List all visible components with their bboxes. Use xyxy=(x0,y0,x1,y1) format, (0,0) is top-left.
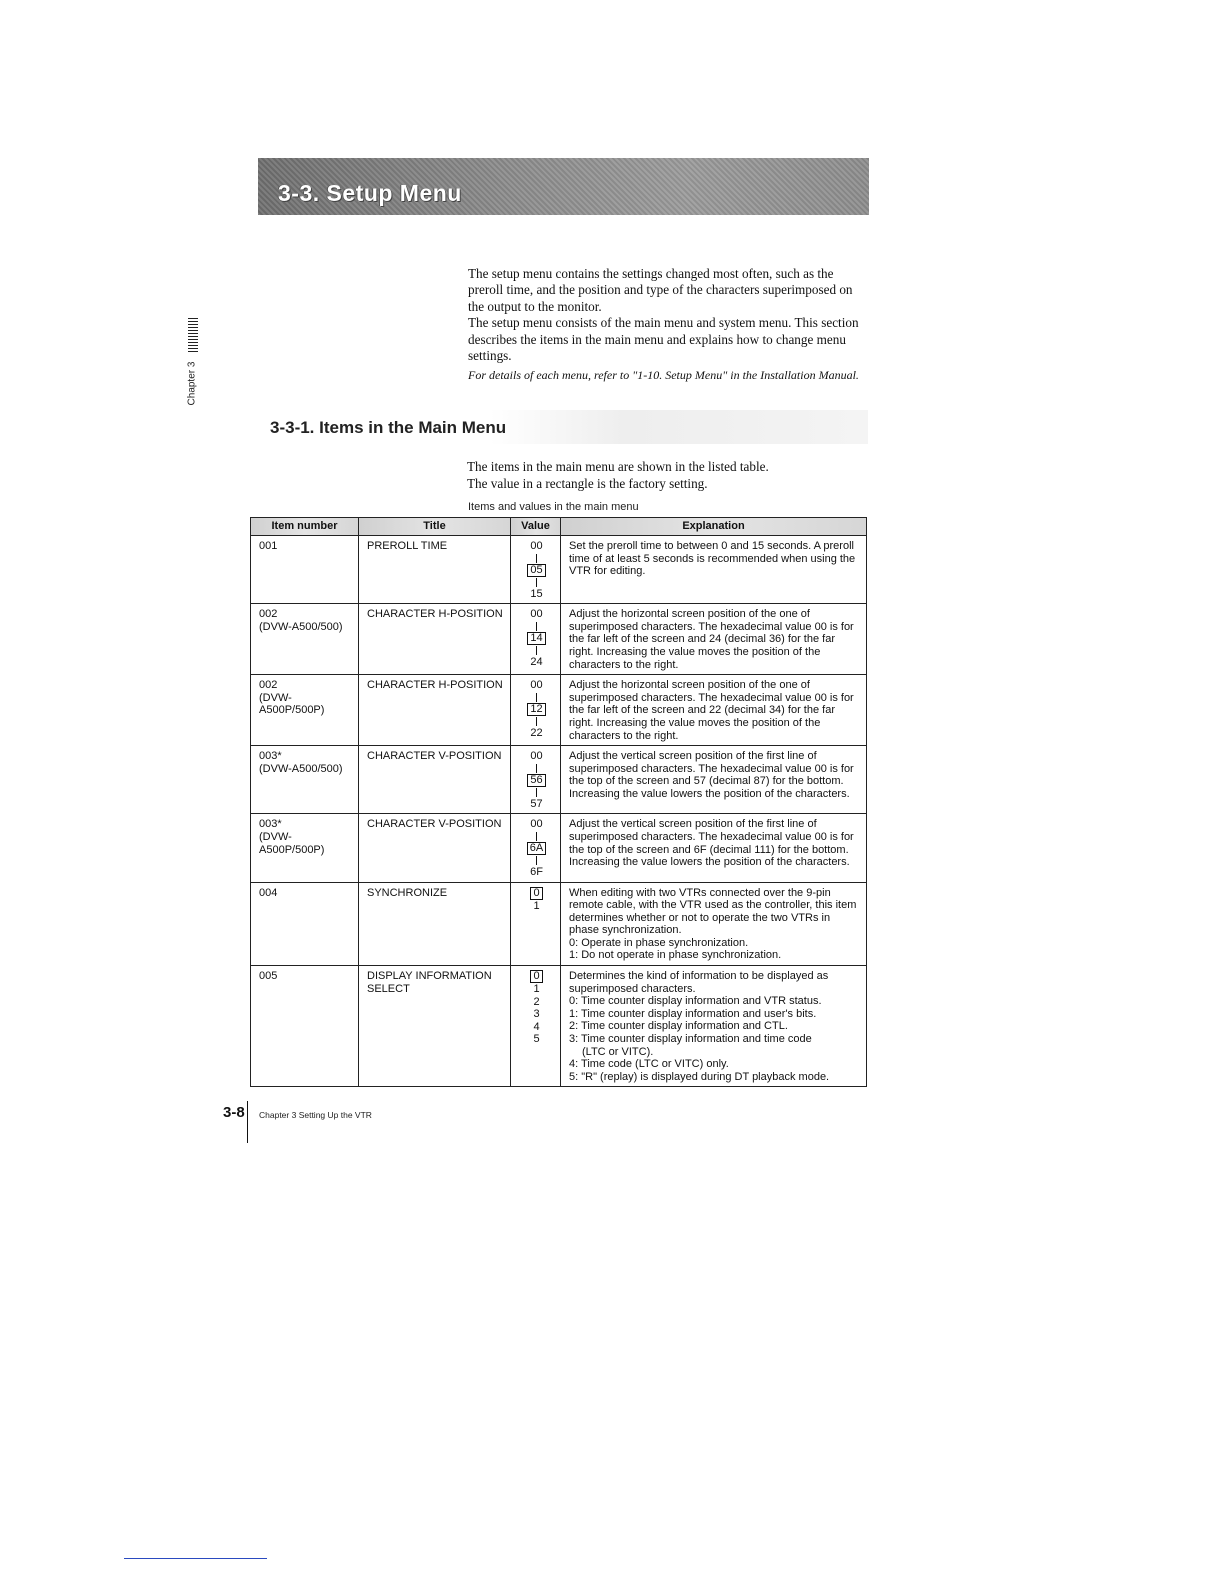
page-title: 3-3. Setup Menu xyxy=(278,180,462,206)
value-end: 15 xyxy=(530,587,543,600)
page-number: 3-8 xyxy=(223,1104,245,1121)
table-row xyxy=(251,746,867,814)
item-number: 003* xyxy=(259,818,282,831)
cell-title: DISPLAY INFORMATION SELECT xyxy=(359,966,511,1087)
item-number: 002 xyxy=(259,608,278,621)
header-explanation: Explanation xyxy=(561,518,867,536)
value-default: 56 xyxy=(527,774,545,787)
table-row xyxy=(251,675,867,746)
explanation-option: 1: Do not operate in phase synchronization. xyxy=(569,949,782,962)
item-model: (DVW-A500/500) xyxy=(259,620,343,633)
value-end: 6F xyxy=(530,865,543,878)
range-tick xyxy=(536,693,537,702)
table-row xyxy=(251,882,867,966)
footer-chapter: Chapter 3 Setting Up the VTR xyxy=(259,1110,372,1120)
explanation-text: Set the preroll time to between 0 and 15 seconds. A preroll time of at least 5 seconds is recommended when using the VTR for editing. xyxy=(569,540,856,578)
cell-value xyxy=(511,604,561,675)
value-start: 00 xyxy=(530,608,543,621)
cell-explanation xyxy=(561,675,867,746)
section-intro xyxy=(467,458,867,492)
value-option: 5 xyxy=(533,1033,540,1046)
cell-item xyxy=(251,882,359,966)
range-tick xyxy=(536,622,537,631)
section-intro-line-2: The value in a rectangle is the factory setting. xyxy=(467,476,708,491)
header-title: Title xyxy=(359,518,511,536)
value-option: 3 xyxy=(533,1008,540,1021)
explanation-option: 0: Time counter display information and VTR status. xyxy=(569,995,822,1008)
range-tick xyxy=(536,788,537,797)
value-default: 0 xyxy=(530,887,542,900)
explanation-option: 3: Time counter display information and time code xyxy=(569,1033,812,1046)
cell-explanation xyxy=(561,814,867,882)
table-row xyxy=(251,536,867,604)
value-start: 00 xyxy=(530,750,543,763)
cell-value xyxy=(511,536,561,604)
value-start: 00 xyxy=(530,679,543,692)
range-tick xyxy=(536,554,537,563)
cell-value xyxy=(511,746,561,814)
intro-note: For details of each menu, refer to "1-10. Setup Menu" in the Installation Manual. xyxy=(468,368,859,383)
value-default: 0 xyxy=(530,970,542,983)
explanation-option: 0: Operate in phase synchronization. xyxy=(569,936,749,949)
value-option: 1 xyxy=(533,899,540,912)
value-option: 1 xyxy=(533,983,540,996)
bottom-underline xyxy=(124,1558,267,1559)
explanation-option: 4: Time code (LTC or VITC) only. xyxy=(569,1058,729,1071)
cell-value xyxy=(511,966,561,1087)
table-caption: Items and values in the main menu xyxy=(468,501,639,513)
explanation-text: Adjust the horizontal screen position of the one of superimposed characters. The hexadecimal value 00 is for the far left of the screen and 22 (decimal 34) for the far right. Increasing the value moves the position of the characters to the right. xyxy=(569,679,854,742)
cell-item xyxy=(251,814,359,882)
cell-value xyxy=(511,882,561,966)
value-default: 6A xyxy=(527,842,546,855)
value-end: 22 xyxy=(530,726,543,739)
cell-value xyxy=(511,814,561,882)
main-menu-table xyxy=(250,517,867,1087)
range-tick xyxy=(536,764,537,773)
cell-item xyxy=(251,536,359,604)
footer-divider xyxy=(247,1101,248,1143)
table-row xyxy=(251,604,867,675)
cell-item xyxy=(251,675,359,746)
intro-text xyxy=(468,266,868,384)
item-number: 001 xyxy=(259,540,278,552)
item-number: 005 xyxy=(259,970,278,983)
value-option: 2 xyxy=(533,995,540,1008)
value-end: 24 xyxy=(530,655,543,668)
item-number: 002 xyxy=(259,679,278,692)
header-value: Value xyxy=(511,518,561,536)
item-model: (DVW-A500P/500P) xyxy=(259,830,325,856)
range-tick xyxy=(536,832,537,841)
header-banner xyxy=(258,158,869,215)
range-tick xyxy=(536,646,537,655)
value-default: 14 xyxy=(527,632,545,645)
value-default: 12 xyxy=(527,703,545,716)
value-end: 57 xyxy=(530,797,543,810)
explanation-option: 1: Time counter display information and user's bits. xyxy=(569,1007,817,1020)
cell-item xyxy=(251,966,359,1087)
explanation-text: Adjust the vertical screen position of the first line of superimposed characters. The hexadecimal value 00 is for the top of the screen and 6F (decimal 111) for the bottom. Increasing the value lowers the position of the characters. xyxy=(569,818,854,869)
table-header-row xyxy=(251,518,867,536)
range-tick xyxy=(536,717,537,726)
cell-explanation xyxy=(561,966,867,1087)
value-start: 00 xyxy=(530,818,543,831)
explanation-option: 5: "R" (replay) is displayed during DT playback mode. xyxy=(569,1070,830,1083)
cell-title: CHARACTER H-POSITION xyxy=(359,604,511,675)
cell-explanation xyxy=(561,882,867,966)
value-option: 4 xyxy=(533,1020,540,1033)
explanation-text: When editing with two VTRs connected over the 9-pin remote cable, with the VTR used as the controller, this item determines whether or not to operate the two VTRs in phase synchronization. xyxy=(569,886,857,937)
section-heading: 3-3-1. Items in the Main Menu xyxy=(270,418,507,437)
cell-item xyxy=(251,746,359,814)
explanation-text: Determines the kind of information to be displayed as superimposed characters. xyxy=(569,970,829,995)
explanation-option: (LTC or VITC). xyxy=(582,1045,654,1058)
chapter-tab-marker xyxy=(188,318,198,354)
item-number: 003* xyxy=(259,750,282,763)
table-row xyxy=(251,814,867,882)
explanation-option: 2: Time counter display information and CTL. xyxy=(569,1020,788,1033)
cell-title: CHARACTER V-POSITION xyxy=(359,814,511,882)
cell-item xyxy=(251,604,359,675)
range-tick xyxy=(536,856,537,865)
header-item-number: Item number xyxy=(251,518,359,536)
section-intro-line-1: The items in the main menu are shown in the listed table. xyxy=(467,459,769,474)
table-row xyxy=(251,966,867,1087)
chapter-tab-label: Chapter 3 xyxy=(186,361,198,406)
chapter-tab xyxy=(180,318,204,418)
intro-paragraph-2: The setup menu consists of the main menu and system menu. This section describes the items in the main menu and explains how to change menu settings. xyxy=(468,315,859,364)
explanation-text: Adjust the vertical screen position of the first line of superimposed characters. The hexadecimal value 00 is for the top of the screen and 57 (decimal 87) for the bottom. Increasing the value lowers the position of the characters. xyxy=(569,750,854,800)
cell-title: PREROLL TIME xyxy=(359,536,511,604)
intro-paragraph-1: The setup menu contains the settings changed most often, such as the preroll time, and the position and type of the characters superimposed on the output to the monitor. xyxy=(468,266,853,314)
cell-explanation xyxy=(561,536,867,604)
item-number: 004 xyxy=(259,886,278,899)
cell-title: SYNCHRONIZE xyxy=(359,882,511,966)
cell-title: CHARACTER V-POSITION xyxy=(359,746,511,814)
item-model: (DVW-A500/500) xyxy=(259,762,343,775)
cell-value xyxy=(511,675,561,746)
cell-explanation xyxy=(561,604,867,675)
value-default: 05 xyxy=(527,564,545,577)
value-start: 00 xyxy=(530,540,543,552)
item-model: (DVW-A500P/500P) xyxy=(259,691,325,717)
explanation-text: Adjust the horizontal screen position of the one of superimposed characters. The hexadecimal value 00 is for the far left of the screen and 24 (decimal 36) for the far right. Increasing the value moves the position of the characters to the right. xyxy=(569,608,854,671)
cell-title: CHARACTER H-POSITION xyxy=(359,675,511,746)
range-tick xyxy=(536,578,537,587)
cell-explanation xyxy=(561,746,867,814)
